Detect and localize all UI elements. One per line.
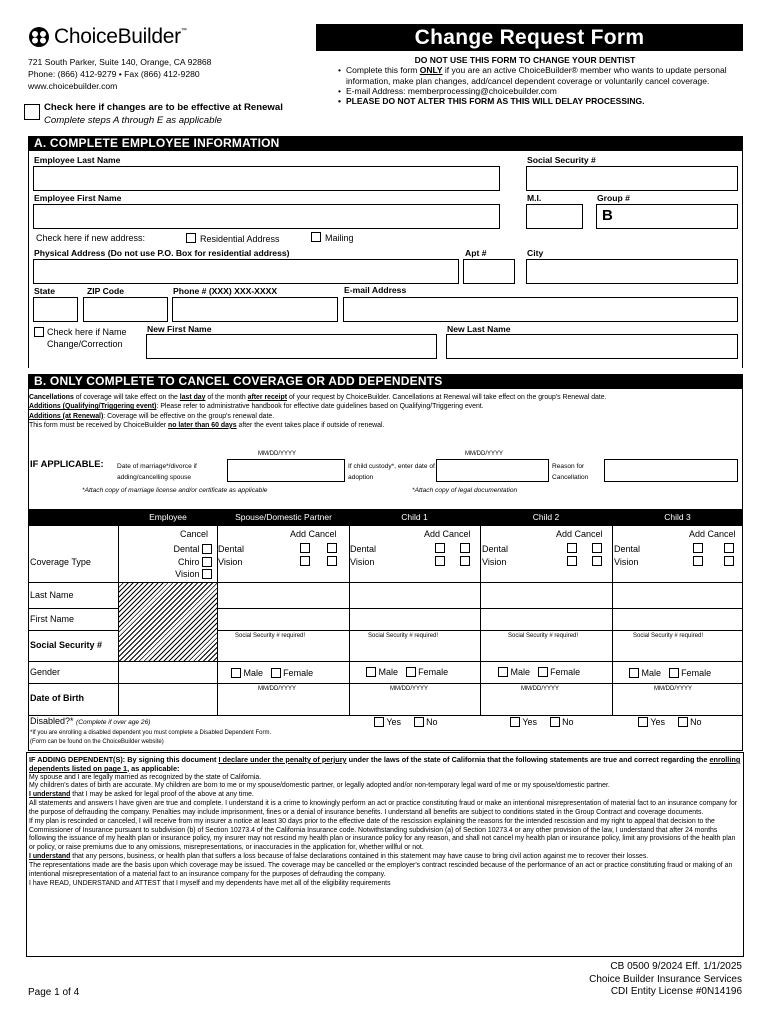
child1-dental-add-checkbox[interactable] bbox=[435, 543, 445, 553]
child1-male-checkbox[interactable] bbox=[366, 667, 376, 677]
child1-vision-label: Vision bbox=[350, 556, 375, 567]
decl-attest: I have READ, UNDERSTAND and ATTEST that I myself and my dependents have met all of the eligibility requirements bbox=[29, 879, 391, 887]
employee-last-name-field[interactable] bbox=[33, 166, 500, 191]
row-divider bbox=[28, 683, 743, 684]
child3-disabled: Yes No bbox=[638, 717, 702, 728]
decl-statements: All statements and answers I have given are true and complete. I understand it is a crime to knowingly perform an act or practice constituting fraud or make an intentional misrepresentation of material fact to an insurance company for the purpose of defrauding the company. Penalties may include imprisonment, fines or a denial of insurance benefits. I understand all benefits are subject to conditions stated in the Group Contract and coverage documents. bbox=[29, 800, 738, 816]
child1-female-checkbox[interactable] bbox=[406, 667, 416, 677]
label-reason: Reason for Cancellation bbox=[552, 463, 589, 481]
label-zip: ZIP Code bbox=[87, 286, 125, 296]
col-spouse: Spouse/Domestic Partner bbox=[235, 512, 332, 522]
child1-disabled-yes-checkbox[interactable] bbox=[374, 717, 384, 727]
new-last-name-field[interactable] bbox=[446, 334, 738, 359]
child1-disabled: Yes No bbox=[374, 717, 438, 728]
group-field[interactable] bbox=[596, 204, 738, 229]
attach-note-marriage: *Attach copy of marriage license and/or certificate as applicable bbox=[82, 487, 268, 494]
child1-dob-format: MM/DD/YYYY bbox=[390, 686, 429, 692]
ssn-field[interactable] bbox=[526, 166, 738, 191]
label-city: City bbox=[527, 248, 544, 258]
reason-field[interactable] bbox=[604, 459, 738, 482]
company-name: Choice Builder Insurance Services bbox=[589, 973, 742, 985]
spouse-male-checkbox[interactable] bbox=[231, 668, 241, 678]
spouse-gender: Male Female bbox=[231, 668, 313, 679]
spouse-add-cancel-header: Add Cancel bbox=[290, 529, 337, 539]
label-custody: If child custody*, enter date of adoption bbox=[348, 463, 435, 481]
child3-add-cancel-header: Add Cancel bbox=[689, 529, 736, 539]
col-divider bbox=[612, 526, 613, 715]
spouse-dob-format: MM/DD/YYYY bbox=[258, 686, 297, 692]
state-field[interactable] bbox=[33, 297, 78, 322]
row-label-gender: Gender bbox=[30, 667, 61, 677]
apt-field[interactable] bbox=[463, 259, 515, 284]
child3-male-checkbox[interactable] bbox=[629, 668, 639, 678]
child2-add-cancel-header: Add Cancel bbox=[556, 529, 603, 539]
label-name-change: Check here if Name Change/Correction bbox=[47, 327, 127, 349]
child3-vision-add-checkbox[interactable] bbox=[693, 556, 703, 566]
child2-male-checkbox[interactable] bbox=[498, 667, 508, 677]
cancellation-rules bbox=[29, 393, 741, 430]
label-residential: Residential Address bbox=[200, 234, 280, 244]
form-id-block bbox=[589, 961, 742, 999]
child1-add-cancel-header: Add Cancel bbox=[424, 529, 471, 539]
address-line-1: 721 South Parker, Suite 140, Orange, CA 92868 bbox=[28, 57, 212, 67]
notice-bullet-2: • E-mail Address: memberprocessing@choicebuilder.com bbox=[338, 86, 738, 96]
notice-block bbox=[338, 55, 738, 106]
employee-vision-label: Vision bbox=[175, 569, 200, 579]
custody-date-field[interactable] bbox=[436, 459, 549, 482]
rule-additions-qualifying: Additions (Qualifying/Triggering event): Please refer to administrative handbook for effective date guidelines based on Qualifying/Triggering event. bbox=[29, 403, 484, 411]
label-employee-first-name: Employee First Name bbox=[34, 193, 122, 203]
choicebuilder-logo-icon bbox=[28, 26, 50, 48]
child2-gender: Male Female bbox=[498, 667, 580, 678]
child3-female-checkbox[interactable] bbox=[669, 668, 679, 678]
child2-coverage bbox=[482, 543, 611, 568]
child2-disabled-no-checkbox[interactable] bbox=[550, 717, 560, 727]
notice-bullet-3: • PLEASE DO NOT ALTER THIS FORM AS THIS WILL DELAY PROCESSING. bbox=[338, 96, 738, 106]
brand-name: ChoiceBuilder bbox=[54, 25, 181, 48]
label-group: Group # bbox=[597, 193, 630, 203]
physical-address-field[interactable] bbox=[33, 259, 459, 284]
rule-cancellations: Cancellations of coverage will take effect on the last day of the month after receipt of your request by ChoiceBuilder. Cancellations at Renewal will take effect on the group's Renewal date. bbox=[29, 394, 607, 401]
spouse-dental-cancel-checkbox[interactable] bbox=[327, 543, 337, 553]
spouse-female-checkbox[interactable] bbox=[271, 668, 281, 678]
coverage-type-label: Coverage Type bbox=[30, 557, 91, 567]
section-b-header: B. ONLY COMPLETE TO CANCEL COVERAGE OR ADD DEPENDENTS bbox=[28, 374, 743, 389]
custody-date-format: MM/DD/YYYY bbox=[465, 451, 504, 457]
label-marriage: Date of marriage*/divorce if adding/cancelling spouse bbox=[117, 463, 197, 481]
label-new-address: Check here if new address: bbox=[36, 233, 146, 243]
child2-ssn-required: Social Security # required! bbox=[508, 633, 579, 639]
employee-dental-label: Dental bbox=[173, 544, 200, 554]
marriage-date-format: MM/DD/YYYY bbox=[258, 451, 297, 457]
spouse-dental-label: Dental bbox=[218, 544, 245, 554]
label-state: State bbox=[34, 286, 56, 296]
city-field[interactable] bbox=[526, 259, 738, 284]
child3-dob-format: MM/DD/YYYY bbox=[654, 686, 693, 692]
decl-marriage: My spouse and I are legally married as recognized by the state of California. bbox=[29, 773, 262, 781]
spouse-ssn-required: Social Security # required! bbox=[235, 633, 306, 639]
child2-disabled-yes-checkbox[interactable] bbox=[510, 717, 520, 727]
form-id: CB 0500 9/2024 Eff. 1/1/2025 bbox=[610, 961, 742, 972]
page-number: Page 1 of 4 bbox=[28, 987, 80, 998]
license-number: CDI Entity License #0N14196 bbox=[610, 986, 742, 997]
employee-coverage-options bbox=[120, 543, 212, 581]
child3-vision-label: Vision bbox=[614, 556, 639, 567]
child1-ssn-required: Social Security # required! bbox=[368, 633, 439, 639]
child1-dental-cancel-checkbox[interactable] bbox=[460, 543, 470, 553]
renewal-sub: Complete steps A through E as applicable bbox=[44, 115, 222, 126]
section-a-header: A. COMPLETE EMPLOYEE INFORMATION bbox=[28, 136, 743, 151]
address-line-2: Phone: (866) 412-9279 • Fax (866) 412-9280 bbox=[28, 69, 200, 79]
rule-60-days: This form must be received by ChoiceBuilder no later than 60 days after the event takes place if outside of renewal. bbox=[29, 421, 385, 429]
row-divider bbox=[28, 661, 743, 662]
spouse-dental-add-checkbox[interactable] bbox=[300, 543, 310, 553]
child2-dental-add-checkbox[interactable] bbox=[567, 543, 577, 553]
if-applicable: IF APPLICABLE: bbox=[30, 458, 104, 469]
employee-hatched-area bbox=[119, 583, 217, 661]
child1-coverage bbox=[350, 543, 479, 568]
decl-proof: I understand that I may be asked for legal proof of the above at any time. bbox=[29, 791, 254, 799]
child1-vision-cancel-checkbox[interactable] bbox=[460, 556, 470, 566]
child1-gender: Male Female bbox=[366, 667, 448, 678]
notice-head: DO NOT USE THIS FORM TO CHANGE YOUR DENTIST bbox=[414, 55, 636, 65]
website: www.choicebuilder.com bbox=[28, 81, 118, 91]
decl-representations: The representations made are the basis upon which coverage may be issued. The coverage may be cancelled or the employer's contract rescinded because of the performance of an act or practice constituting fraud or making of an intentional misrepresentation of a material fact to an insurance company for the purposes of defrauding the company. bbox=[29, 861, 733, 878]
child2-vision-label: Vision bbox=[482, 556, 507, 567]
zip-field[interactable] bbox=[83, 297, 168, 322]
child1-disabled-no-checkbox[interactable] bbox=[414, 717, 424, 727]
decl-losses: I understand that any persons, business, or health plan that suffers a loss because of false declarations contained in this statement may have cause to bring civil action against me to recover their losses. bbox=[29, 853, 649, 861]
label-physical-address: Physical Address (Do not use P.O. Box for residential address) bbox=[34, 248, 290, 258]
phone-field[interactable] bbox=[172, 297, 338, 322]
child3-dental-add-checkbox[interactable] bbox=[693, 543, 703, 553]
decl-intro: IF ADDING DEPENDENT(S): By signing this document I declare under the penalty of perjury under the laws of the state of California that the following statements are true and correct regarding the enrolling dependents listed on page 1, as applicable: bbox=[29, 755, 741, 774]
child3-disabled-yes-checkbox[interactable] bbox=[638, 717, 648, 727]
residential-checkbox[interactable] bbox=[186, 233, 196, 243]
decl-rescission: If my plan is rescinded or canceled, I will receive from my insurer a notice at least 30 days prior to the effective date of the rescission explaining the reasons for the intended rescission and my right to appeal that decision to the Commissioner of Insurance pursuant to subdivision (b) of Section 10273.4 of the California Insurance code. Notwithstanding subdivision (a) of Section 10273.4 or any other provision of the law, I understand that after 24 months following the issuance of my health plan or insurance policy, my insurer may not rescind my health plan or insurance policy for any reason, and shall not cancel my health plan or insurance policy, limit any provisions of the health plan or policy, or raise premiums due to any omissions, misrepresentations, or inaccuracies in the application for, whether willful or not. bbox=[29, 817, 736, 852]
label-new-first-name: New First Name bbox=[147, 324, 212, 334]
rule-additions-renewal: Additions (at Renewal): Coverage will be effective on the group's renewal date. bbox=[29, 412, 275, 420]
col-child-3: Child 3 bbox=[664, 512, 691, 522]
attach-note-legal: *Attach copy of legal documentation bbox=[412, 487, 518, 494]
employee-dental-cancel-checkbox[interactable] bbox=[202, 544, 212, 554]
label-mi: M.I. bbox=[527, 193, 542, 203]
spouse-vision-add-checkbox[interactable] bbox=[300, 556, 310, 566]
col-child-2: Child 2 bbox=[532, 512, 560, 522]
col-divider bbox=[480, 526, 481, 715]
child2-dental-label: Dental bbox=[482, 544, 509, 554]
company-address bbox=[28, 56, 211, 92]
disabled-footnote: *If you are enrolling a disabled dependent you must complete a Disabled Dependent Form. (Form can be found on the ChoiceBuilder website) bbox=[30, 730, 272, 745]
employee-chiro-cancel-checkbox[interactable] bbox=[202, 557, 212, 567]
decl-children: My children's dates of birth are accurate. My children are born to me or my spouse/domestic partner, or legally adopted and/or non-temporary legal ward of me or my spouse/domestic partner. bbox=[29, 782, 610, 790]
child1-vision-add-checkbox[interactable] bbox=[435, 556, 445, 566]
new-first-name-field[interactable] bbox=[146, 334, 437, 359]
spouse-vision-label: Vision bbox=[218, 556, 243, 567]
label-apt: Apt # bbox=[465, 248, 487, 258]
child1-dental-label: Dental bbox=[350, 544, 377, 554]
child2-female-checkbox[interactable] bbox=[538, 667, 548, 677]
row-label-dob: Date of Birth bbox=[30, 693, 84, 703]
row-label-last-name: Last Name bbox=[30, 590, 74, 600]
child2-disabled: Yes No bbox=[510, 717, 574, 728]
child2-vision-cancel-checkbox[interactable] bbox=[592, 556, 602, 566]
label-phone: Phone # (XXX) XXX-XXXX bbox=[173, 286, 278, 296]
employee-chiro-label: Chiro bbox=[177, 556, 200, 567]
form-title: Change Request Form bbox=[316, 24, 743, 51]
logo bbox=[28, 24, 187, 49]
col-child-1: Child 1 bbox=[401, 512, 428, 522]
child3-gender: Male Female bbox=[629, 668, 711, 679]
child3-disabled-no-checkbox[interactable] bbox=[678, 717, 688, 727]
child2-dental-cancel-checkbox[interactable] bbox=[592, 543, 602, 553]
renewal-label: Check here if changes are to be effective at Renewal bbox=[44, 102, 283, 113]
label-email: E-mail Address bbox=[344, 285, 407, 295]
marriage-date-field[interactable] bbox=[227, 459, 345, 482]
child2-dob-format: MM/DD/YYYY bbox=[521, 686, 560, 692]
label-employee-last-name: Employee Last Name bbox=[34, 155, 121, 165]
brand-tm: ™ bbox=[180, 28, 187, 34]
label-mailing: Mailing bbox=[325, 233, 354, 243]
row-label-ssn: Social Security # bbox=[30, 640, 103, 650]
mailing-checkbox[interactable] bbox=[311, 232, 321, 242]
child2-vision-add-checkbox[interactable] bbox=[567, 556, 577, 566]
label-ssn: Social Security # bbox=[527, 155, 596, 165]
renewal-checkbox[interactable] bbox=[24, 104, 40, 120]
employee-cancel-label: Cancel bbox=[180, 529, 209, 539]
row-label-disabled: Disabled?* (Complete if over age 26) bbox=[30, 716, 151, 726]
mi-field[interactable] bbox=[526, 204, 583, 229]
notice-bullet-1: • Complete this form ONLY if you are an active ChoiceBuilder® member who wants to update personal information, make plan changes, add/cancel dependent coverage or voluntarily cancel coverage. bbox=[338, 65, 738, 86]
child3-dental-cancel-checkbox[interactable] bbox=[724, 543, 734, 553]
employee-first-name-field[interactable] bbox=[33, 204, 500, 229]
employee-vision-cancel-checkbox[interactable] bbox=[202, 569, 212, 579]
child3-ssn-required: Social Security # required! bbox=[633, 633, 704, 639]
child3-dental-label: Dental bbox=[614, 544, 641, 554]
declaration-text bbox=[29, 755, 741, 888]
name-change-checkbox[interactable] bbox=[34, 327, 44, 337]
group-value: B bbox=[602, 207, 613, 224]
col-employee: Employee bbox=[149, 512, 187, 522]
child3-vision-cancel-checkbox[interactable] bbox=[724, 556, 734, 566]
spouse-coverage bbox=[218, 543, 346, 568]
row-label-first-name: First Name bbox=[30, 614, 75, 624]
label-new-last-name: New Last Name bbox=[447, 324, 511, 334]
child3-coverage bbox=[614, 543, 743, 568]
email-field[interactable] bbox=[343, 297, 738, 322]
spouse-vision-cancel-checkbox[interactable] bbox=[327, 556, 337, 566]
